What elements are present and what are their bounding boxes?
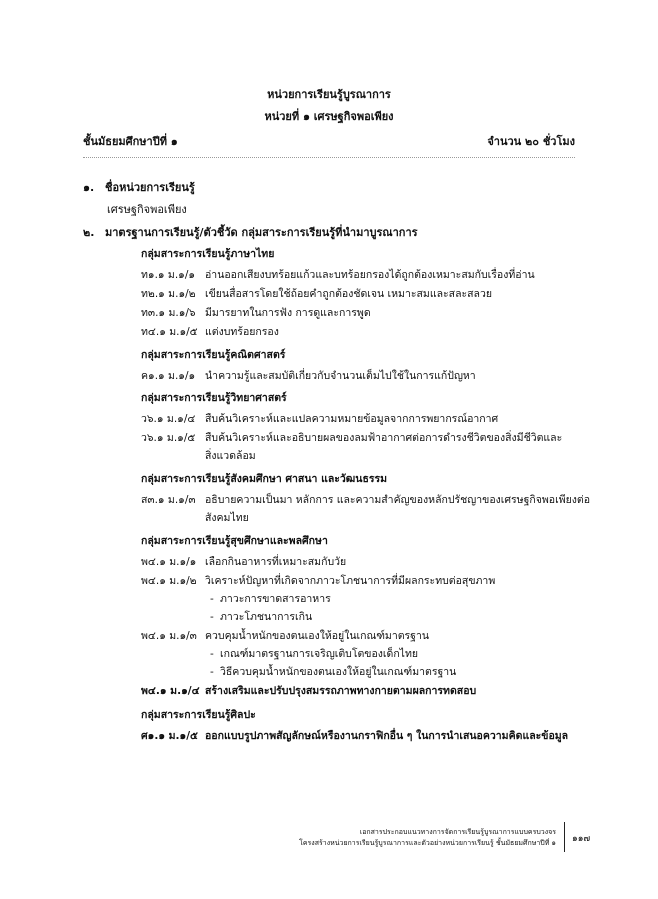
unit-title: หน่วยที่ ๑ เศรษฐกิจพอเพียง (264, 110, 394, 123)
indicator-text: สืบค้นวิเคราะห์และอธิบายผลของลมฟ้าอากาศต่อการดำรงชีวิตของสิ่งมีชีวิตและ (205, 432, 563, 444)
indicator-code: ท๓.๑ ม.๑/๖ (141, 307, 196, 319)
sub-item (210, 608, 312, 625)
indicator-row (141, 285, 492, 302)
section-label: ชื่อหน่วยการเรียนรู้ (105, 181, 195, 194)
indicator-text: สืบค้นวิเคราะห์และแปลความหมายข้อมูลจากการพยากรณ์อากาศ (205, 413, 499, 425)
indicator-row (141, 491, 590, 508)
dash-bullet: - (210, 666, 214, 678)
section-2-heading (83, 223, 418, 241)
dash-bullet: - (210, 611, 214, 623)
indicator-row (141, 266, 535, 283)
footer-divider (564, 822, 565, 852)
indicator-row (141, 627, 429, 644)
group-title-art: กลุ่มสาระการเรียนรู้ศิลปะ (141, 709, 256, 721)
indicator-row (141, 323, 279, 340)
unit-heading: หน่วยการเรียนรู้บูรณาการ (267, 88, 391, 101)
indicator-text: อ่านออกเสียงบทร้อยแก้วและบทร้อยกรองได้ถูกต้องเหมาะสมกับเรื่องที่อ่าน (205, 269, 535, 281)
indicator-code: พ๔.๑ ม.๑/๓ (141, 630, 197, 642)
indicator-code: ส๓.๑ ม.๑/๓ (141, 494, 196, 506)
indicator-code: ค๑.๑ ม.๑/๑ (141, 370, 196, 382)
indicator-row (141, 553, 346, 570)
page-number: ๑๑๗ (572, 834, 591, 844)
section-number: ๑. (83, 181, 95, 194)
group-title-social: กลุ่มสาระการเรียนรู้สังคมศึกษา ศาสนา และวัฒนธรรม (141, 473, 388, 485)
sub-item-text: ภาวะโภชนาการเกิน (220, 611, 313, 623)
indicator-code: พ๔.๑ ม.๑/๑ (141, 556, 197, 568)
indicator-row (141, 410, 498, 427)
total-hours: จำนวน ๒๐ ชั่วโมง (487, 135, 575, 148)
indicator-text: นำความรู้และสมบัติเกี่ยวกับจำนวนเต็มไปใช้ในการแก้ปัญหา (205, 370, 476, 382)
group-title-math: กลุ่มสาระการเรียนรู้คณิตศาสตร์ (141, 349, 286, 361)
indicator-code: ว๖.๑ ม.๑/๕ (141, 432, 196, 444)
indicator-code: ว๖.๑ ม.๑/๔ (141, 413, 196, 425)
unit-name: เศรษฐกิจพอเพียง (107, 203, 187, 216)
dash-bullet: - (210, 593, 214, 605)
indicator-row (141, 682, 476, 699)
footer-line-2: โครงสร้างหน่วยการเรียนรู้บูรณาการและตัวอย่างหน่วยการเรียนรู้ ชั้นมัธยมศึกษาปีที่ ๑ (299, 839, 556, 847)
indicator-text: อธิบายความเป็นมา หลักการ และความสำคัญของหลักปรัชญาของเศรษฐกิจพอเพียงต่อ (205, 494, 591, 506)
dash-bullet: - (210, 648, 214, 660)
section-number: ๒. (83, 226, 95, 239)
sub-item (210, 590, 331, 607)
group-title-health: กลุ่มสาระการเรียนรู้สุขศึกษาและพลศึกษา (141, 535, 328, 547)
footer-line-1: เอกสารประกอบแนวทางการจัดการเรียนรู้บูรณาการแบบครบวงจร (359, 828, 556, 836)
sub-item-text: ภาวะการขาดสารอาหาร (220, 593, 331, 605)
indicator-row (141, 367, 476, 384)
indicator-row (141, 727, 568, 744)
indicator-text: วิเคราะห์ปัญหาที่เกิดจากภาวะโภชนาการที่มีผลกระทบต่อสุขภาพ (205, 575, 496, 587)
indicator-code: พ๔.๑ ม.๑/๔ (141, 685, 200, 697)
indicator-row (141, 572, 495, 589)
indicator-text: ควบคุมน้ำหนักของตนเองให้อยู่ในเกณฑ์มาตรฐาน (205, 630, 430, 642)
sub-item (210, 663, 456, 680)
section-label: มาตรฐานการเรียนรู้/ตัวชี้วัด กลุ่มสาระการเรียนรู้ที่นำมาบูรณาการ (105, 226, 418, 239)
indicator-text: ออกแบบรูปภาพสัญลักษณ์หรืองานกราฟิกอื่น ๆ ในการนำเสนอความคิดและข้อมูล (205, 730, 569, 742)
indicator-code: ท๑.๑ ม.๑/๑ (141, 269, 196, 281)
section-1-heading (83, 178, 195, 196)
indicator-code: พ๔.๑ ม.๑/๒ (141, 575, 197, 587)
indicator-text-continued: สิ่งแวดล้อม (205, 450, 256, 462)
indicator-text: เขียนสื่อสารโดยใช้ถ้อยคำถูกต้องชัดเจน เหมาะสมและสละสลวย (205, 288, 493, 300)
indicator-row (141, 304, 371, 321)
indicator-text: มีมารยาทในการฟัง การดูและการพูด (205, 307, 371, 319)
page-footer (299, 827, 556, 849)
indicator-code: ศ๑.๑ ม.๑/๕ (141, 730, 198, 742)
indicator-code: ท๔.๑ ม.๑/๕ (141, 326, 198, 338)
group-title-science: กลุ่มสาระการเรียนรู้วิทยาศาสตร์ (141, 392, 287, 404)
indicator-text: สร้างเสริมและปรับปรุงสมรรถภาพทางกายตามผลการทดสอบ (205, 685, 477, 697)
sub-item (210, 645, 418, 662)
sub-item-text: เกณฑ์มาตรฐานการเจริญเติบโตของเด็กไทย (220, 648, 419, 660)
indicator-text: เลือกกินอาหารที่เหมาะสมกับวัย (205, 556, 347, 568)
sub-item-text: วิธีควบคุมน้ำหนักของตนเองให้อยู่ในเกณฑ์มาตรฐาน (220, 666, 457, 678)
grade-level: ชั้นมัธยมศึกษาปีที่ ๑ (83, 135, 178, 148)
indicator-code: ท๒.๑ ม.๑/๒ (141, 288, 196, 300)
indicator-text: แต่งบทร้อยกรอง (205, 326, 279, 338)
group-title-thai: กลุ่มสาระการเรียนรู้ภาษาไทย (141, 248, 275, 260)
header-divider (83, 157, 575, 158)
indicator-text-continued: สังคมไทย (205, 512, 249, 524)
indicator-row (141, 429, 562, 446)
